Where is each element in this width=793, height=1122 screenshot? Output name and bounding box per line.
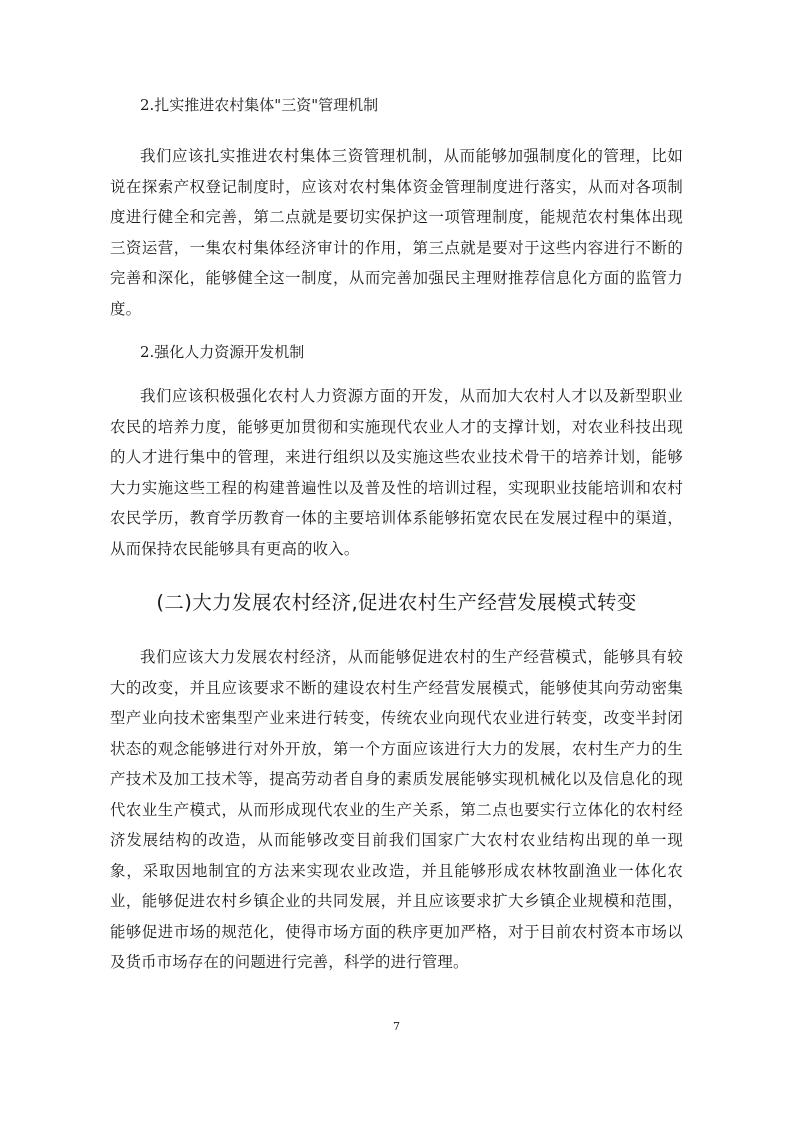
paragraph-1: 我们应该扎实推进农村集体三资管理机制，从而能够加强制度化的管理，比如说在探索产权登记制度时，应该对农村集体资金管理制度进行落实，从而对各项制度进行健全和完善，第二点就是要切实保护这一项管理制度，能规范农村集体出现三资运营，一集农村集体经济审计的作用，第三点就是要对于这些内容进行不断的完善和深化，能够健全这一制度，从而完善加强民主理财推荐信息化方面的监管力度。 (110, 147, 683, 318)
subsection-title-1: 2.扎实推进农村集体"三资"管理机制 (140, 96, 379, 114)
page-number: 7 (393, 1020, 400, 1033)
subsection-title-2: 2.强化人力资源开发机制 (140, 343, 305, 361)
section-heading: (二)大力发展农村经济,促进农村生产经营发展模式转变 (156, 591, 637, 614)
paragraph-3: 我们应该大力发展农村经济，从而能够促进农村的生产经营模式，能够具有较大的改变，并且应该要求不断的建设农村生产经营发展模式，能够使其向劳动密集型产业向技术密集型产业来进行转变，传统农业向现代农业进行转变，改变半封闭状态的观念能够进行对外开放，第一个方面应该进行大力的发展，农村生产力的生产技术及加工技术等，提高劳动者自身的素质发展能够实现机械化以及信息化的现代农业生产模式，从而形成现代农业的生产关系，第二点也要实行立体化的农村经济发展结构的改造，从而能够改变目前我们国家广大农村农业结构出现的单一现象，采取因地制宜的方法来实现农业改造，并且能够形成农林牧副渔业一体化农业，能够促进农村乡镇企业的共同发展，并且应该要求扩大乡镇企业规模和范围，能够促进市场的规范化，使得市场方面的秩序更加严格，对于目前农村资本市场以及货币市场存在的问题进行完善，科学的进行管理。 (110, 648, 683, 971)
paragraph-2: 我们应该积极强化农村人力资源方面的开发，从而加大农村人才以及新型职业农民的培养力度，能够更加贯彻和实施现代农业人才的支撑计划，对农业科技出现的人才进行集中的管理，来进行组织以及实施这些农业技术骨干的培养计划，能够大力实施这些工程的构建普遍性以及普及性的培训过程，实现职业技能培训和农村农民学历，教育学历教育一体的主要培训体系能够拓宽农民在发展过程中的渠道，从而保持农民能够具有更高的收入。 (110, 387, 683, 558)
document-page (110, 92, 683, 978)
